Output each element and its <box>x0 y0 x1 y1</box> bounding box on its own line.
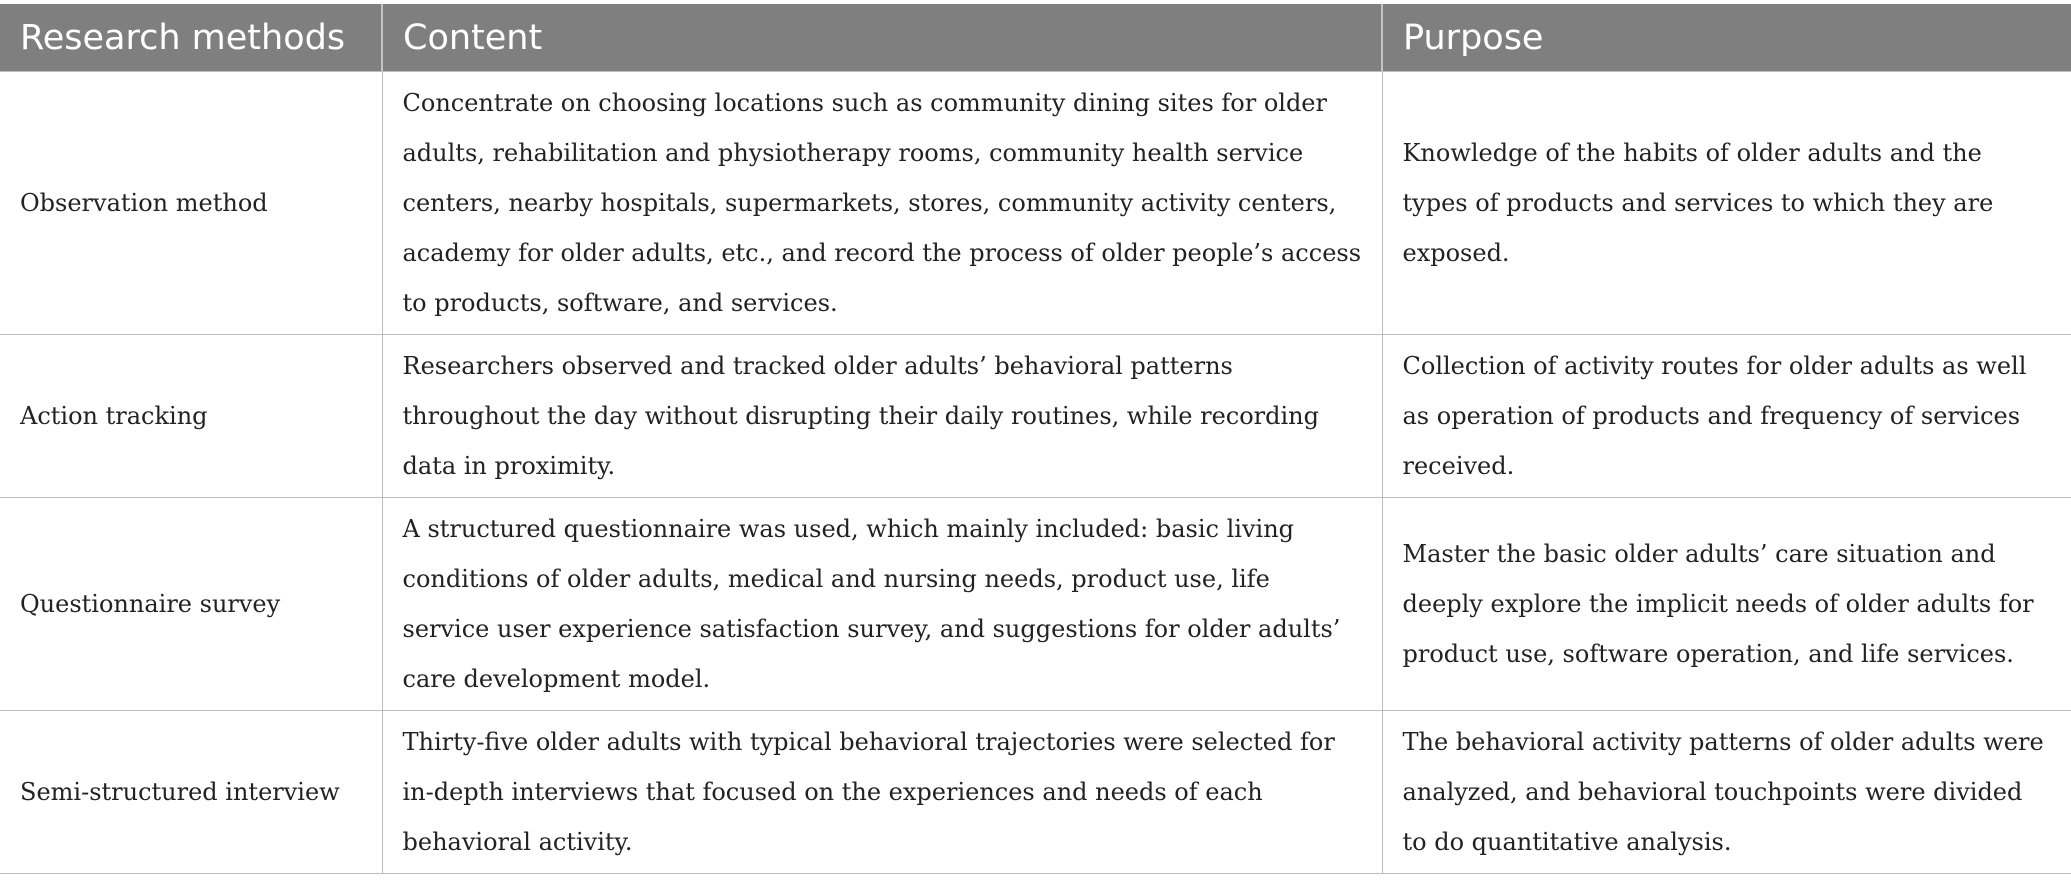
purpose-cell: The behavioral activity patterns of older adults were analyzed, and behavioral touchpoints were divided to do quantitative analysis. <box>1382 711 2071 874</box>
method-cell: Observation method <box>0 72 382 335</box>
table-header <box>0 4 2071 72</box>
content-cell: A structured questionnaire was used, which mainly included: basic living conditions of older adults, medical and nursing needs, product use, life service user experience satisfaction survey, and suggestions for older adults’ care development model. <box>382 498 1382 711</box>
table-row <box>0 498 2071 711</box>
table-body <box>0 72 2071 874</box>
table-row <box>0 335 2071 498</box>
content-cell: Concentrate on choosing locations such as community dining sites for older adults, rehabilitation and physiotherapy rooms, community health service centers, nearby hospitals, supermarkets, stores, community activity centers, academy for older adults, etc., and record the process of older people’s access to products, software, and services. <box>382 72 1382 335</box>
purpose-cell: Knowledge of the habits of older adults and the types of products and services to which they are exposed. <box>1382 72 2071 335</box>
method-cell: Semi-structured interview <box>0 711 382 874</box>
table-row <box>0 711 2071 874</box>
header-content: Content <box>382 4 1382 72</box>
method-cell: Questionnaire survey <box>0 498 382 711</box>
content-cell: Thirty-five older adults with typical behavioral trajectories were selected for in-depth interviews that focused on the experiences and needs of each behavioral activity. <box>382 711 1382 874</box>
purpose-cell: Collection of activity routes for older adults as well as operation of products and frequency of services received. <box>1382 335 2071 498</box>
table-row <box>0 72 2071 335</box>
header-row <box>0 4 2071 72</box>
method-cell: Action tracking <box>0 335 382 498</box>
purpose-cell: Master the basic older adults’ care situation and deeply explore the implicit needs of older adults for product use, software operation, and life services. <box>1382 498 2071 711</box>
research-methods-table <box>0 4 2071 874</box>
header-research-methods: Research methods <box>0 4 382 72</box>
header-purpose: Purpose <box>1382 4 2071 72</box>
content-cell: Researchers observed and tracked older adults’ behavioral patterns throughout the day without disrupting their daily routines, while recording data in proximity. <box>382 335 1382 498</box>
